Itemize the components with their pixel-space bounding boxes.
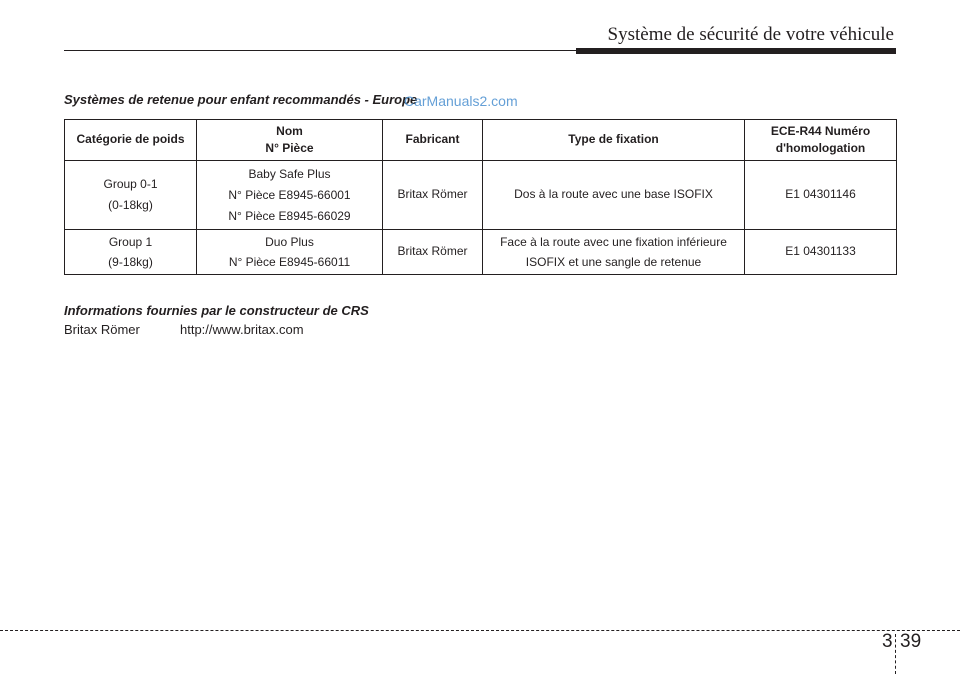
info-url: http://www.britax.com bbox=[180, 322, 304, 337]
page-number-separator bbox=[895, 634, 896, 674]
crs-table bbox=[64, 119, 897, 275]
header-name-part: Nom N° Pièce bbox=[197, 120, 383, 161]
cell-fixation: Face à la route avec une fixation inférieure ISOFIX et une sangle de retenue bbox=[483, 230, 745, 275]
cell-name-part: Duo Plus N° Pièce E8945-66011 bbox=[197, 230, 383, 275]
header-fixation-type: Type de fixation bbox=[483, 120, 745, 161]
header-ece-number: ECE-R44 Numéro d'homologation bbox=[745, 120, 897, 161]
page-number: 39 bbox=[900, 631, 922, 652]
cell-ece: E1 04301133 bbox=[745, 230, 897, 275]
info-title: Informations fournies par le constructeur de CRS bbox=[64, 303, 369, 318]
cell-weight: Group 0-1 (0-18kg) bbox=[65, 161, 197, 230]
cell-name-part: Baby Safe Plus N° Pièce E8945-66001 N° Pièce E8945-66029 bbox=[197, 161, 383, 230]
chapter-number: 3 bbox=[882, 631, 893, 652]
table-row bbox=[65, 230, 897, 275]
watermark: CarManuals2.com bbox=[404, 93, 518, 109]
header-weight-category: Catégorie de poids bbox=[65, 120, 197, 161]
cell-ece: E1 04301146 bbox=[745, 161, 897, 230]
cell-fixation: Dos à la route avec une base ISOFIX bbox=[483, 161, 745, 230]
table-header-row bbox=[65, 120, 897, 161]
section-title: Systèmes de retenue pour enfant recommandés - Europe bbox=[64, 92, 418, 107]
header-maker: Fabricant bbox=[383, 120, 483, 161]
info-manufacturer-line bbox=[64, 322, 304, 337]
info-maker: Britax Römer bbox=[64, 322, 140, 337]
footer-rule bbox=[0, 630, 960, 631]
table-row bbox=[65, 161, 897, 230]
cell-maker: Britax Römer bbox=[383, 161, 483, 230]
header-rule-accent bbox=[576, 48, 896, 54]
cell-weight: Group 1 (9-18kg) bbox=[65, 230, 197, 275]
cell-maker: Britax Römer bbox=[383, 230, 483, 275]
page-header-title: Système de sécurité de votre véhicule bbox=[607, 24, 894, 45]
